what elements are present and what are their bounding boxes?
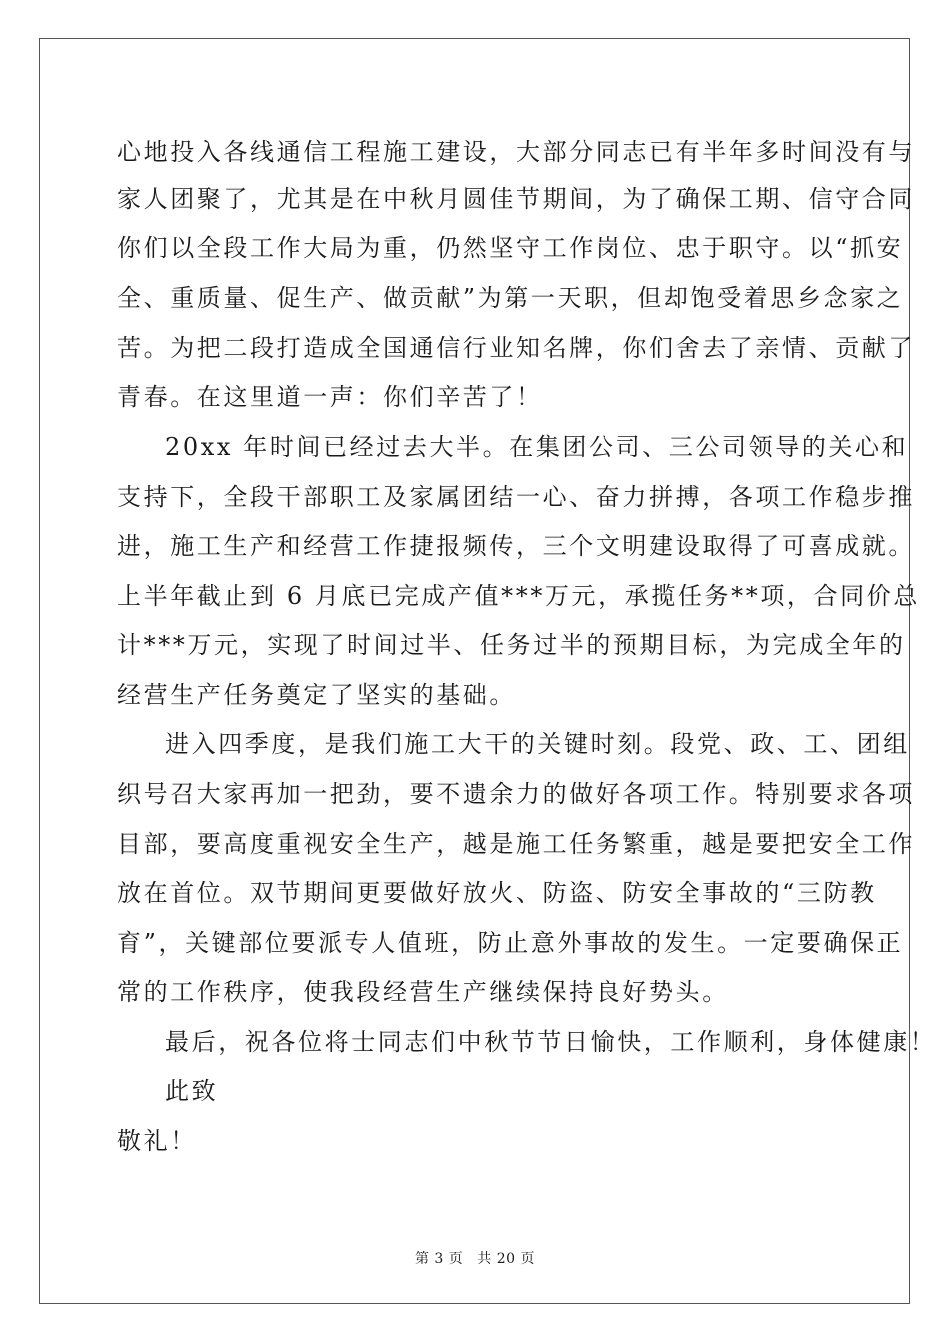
text-line: 育”，关键部位要派专人值班，防止意外事故的发生。一定要确保正 [117,929,904,957]
closing-text: 此致 [165,1077,219,1105]
text-line: 全、重质量、促生产、做贡献”为第一天职，但却饱受着思乡念家之 [117,284,904,312]
text-line: 进，施工生产和经营工作捷报频传，三个文明建设取得了可喜成就。 [117,532,915,560]
page-frame [39,38,910,1304]
text-line: 支持下，全段干部职工及家属团结一心、奋力拼搏，各项工作稳步推 [117,483,915,511]
text-line: 经营生产任务奠定了坚实的基础。 [117,681,516,709]
text-line: 你们以全段工作大局为重，仍然坚守工作岗位、忠于职守。以“抓安 [117,234,904,262]
text-line: 最后，祝各位将士同志们中秋节节日愉快，工作顺利，身体健康！ [165,1028,937,1056]
text-line: 放在首位。双节期间更要做好放火、防盗、防安全事故的“三防教 [117,879,877,907]
text-line: 家人团聚了，尤其是在中秋月圆佳节期间，为了确保工期、信守合同 [117,185,915,213]
page-number: 第 3 页 [414,1251,464,1267]
text-line: 目部，要高度重视安全生产，越是施工任务繁重，越是要把安全工作 [117,830,915,858]
salutation-text: 敬礼！ [117,1127,197,1155]
text-line: 常的工作秩序，使我段经营生产继续保持良好势头。 [117,978,729,1006]
text-line: 计***万元，实现了时间过半、任务过半的预期目标，为完成全年的 [117,631,906,659]
text-line: 心地投入各线通信工程施工建设，大部分同志已有半年多时间没有与 [117,138,915,166]
text-line: 上半年截止到 6 月底已完成产值***万元，承揽任务**项，合同价总 [117,582,920,610]
text-line: 苦。为把二段打造成全国通信行业知名牌，你们舍去了亲情、贡献了 [117,334,915,362]
text-line: 20xx 年时间已经过去大半。在集团公司、三公司领导的关心和 [165,433,909,461]
page-total: 共 20 页 [477,1251,536,1267]
text-line: 进入四季度，是我们施工大干的关键时刻。段党、政、工、团组 [165,730,910,758]
text-line: 织号召大家再加一把劲，要不遗余力的做好各项工作。特别要求各项 [117,780,915,808]
page-footer [0,1250,950,1268]
text-line: 青春。在这里道一声：你们辛苦了！ [117,383,543,411]
